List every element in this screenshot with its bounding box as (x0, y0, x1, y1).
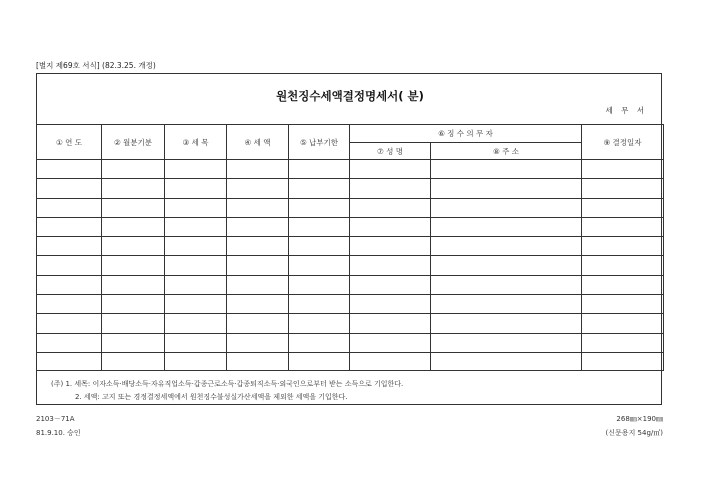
table-cell (227, 256, 289, 275)
table-cell (37, 352, 102, 370)
table-cell (289, 333, 350, 352)
approval-date: 81.9.10. 승인 (36, 429, 81, 437)
table-cell (37, 256, 102, 275)
table-cell (227, 237, 289, 256)
table-cell (582, 179, 664, 198)
table-cell (37, 237, 102, 256)
table-row (37, 237, 664, 256)
table-cell (350, 314, 431, 333)
table-cell (165, 295, 227, 314)
table-cell (582, 314, 664, 333)
table-cell (289, 256, 350, 275)
table-cell (165, 179, 227, 198)
table-cell (431, 198, 582, 217)
table-cell (227, 314, 289, 333)
header-year: ① 연 도 (37, 125, 102, 160)
table-cell (227, 295, 289, 314)
table-cell (37, 275, 102, 294)
table-cell (431, 217, 582, 236)
table-row (37, 198, 664, 217)
table-row (37, 256, 664, 275)
table-cell (431, 314, 582, 333)
table-cell (289, 217, 350, 236)
table-cell (102, 198, 165, 217)
table-row (37, 314, 664, 333)
table-cell (165, 217, 227, 236)
table-cell (37, 160, 102, 179)
table-cell (227, 198, 289, 217)
table-row (37, 217, 664, 236)
table-cell (582, 333, 664, 352)
table-cell (350, 352, 431, 370)
form-label: [별지 제69호 서식] (82.3.25. 개정) (36, 61, 156, 70)
table-cell (350, 295, 431, 314)
table-cell (165, 160, 227, 179)
table-cell (289, 275, 350, 294)
table-cell (102, 237, 165, 256)
table-cell (165, 275, 227, 294)
header-due-date: ⑤ 납부기한 (289, 125, 350, 160)
table-cell (582, 256, 664, 275)
table-cell (582, 352, 664, 370)
table-cell (431, 295, 582, 314)
form-title: 원천징수세액결정명세서( 분) (276, 89, 424, 103)
table-cell (289, 160, 350, 179)
table-cell (165, 256, 227, 275)
table-cell (227, 275, 289, 294)
table-cell (37, 314, 102, 333)
table-cell (102, 275, 165, 294)
table-row (37, 295, 664, 314)
table-cell (102, 314, 165, 333)
table-cell (37, 198, 102, 217)
table-cell (102, 256, 165, 275)
header-decision-date: ⑨ 결정일자 (582, 125, 664, 160)
table-cell (165, 198, 227, 217)
table-cell (165, 314, 227, 333)
table-cell (37, 179, 102, 198)
table-cell (37, 217, 102, 236)
table-cell (582, 295, 664, 314)
header-address: ⑧ 주 소 (431, 143, 582, 160)
table-cell (431, 275, 582, 294)
note-tax-item: (주) 1. 세목: 이자소득·배당소득·자유직업소득·갑종근로소득·갑종퇴직소득·외국인으로부터 받는 소득으로 기입한다. (51, 380, 404, 388)
table-cell (431, 179, 582, 198)
table-cell (350, 256, 431, 275)
table-cell (289, 237, 350, 256)
table-cell (350, 333, 431, 352)
table-row (37, 179, 664, 198)
table-row (37, 352, 664, 370)
table-cell (350, 237, 431, 256)
table-cell (350, 160, 431, 179)
table-cell (289, 198, 350, 217)
table-cell (227, 352, 289, 370)
table-cell (582, 198, 664, 217)
table-cell (431, 160, 582, 179)
form-code: 2103－71A (36, 415, 75, 423)
table-cell (582, 160, 664, 179)
table-cell (582, 237, 664, 256)
note-tax-amount: 2. 세액: 고지 또는 경정결정세액에서 원천징수불성실가산세액을 제외한 세액을 기입한다. (75, 393, 348, 401)
notes (51, 378, 403, 404)
table-cell (102, 160, 165, 179)
table-cell (227, 217, 289, 236)
table-cell (350, 217, 431, 236)
table-row (37, 275, 664, 294)
table-cell (350, 275, 431, 294)
table-cell (37, 295, 102, 314)
table-cell (102, 179, 165, 198)
table-row (37, 160, 664, 179)
header-month: ② 월분기분 (102, 125, 165, 160)
table-cell (582, 217, 664, 236)
table-cell (165, 352, 227, 370)
table-cell (227, 179, 289, 198)
header-name: ⑦ 성 명 (350, 143, 431, 160)
table-cell (350, 198, 431, 217)
table-cell (289, 314, 350, 333)
table-cell (431, 333, 582, 352)
table-cell (289, 179, 350, 198)
table-cell (582, 275, 664, 294)
table-cell (431, 352, 582, 370)
paper-size: 268㎜×190㎜ (616, 415, 663, 423)
table-cell (102, 217, 165, 236)
table-row (37, 333, 664, 352)
table-cell (289, 352, 350, 370)
table-cell (165, 333, 227, 352)
header-amount: ④ 세 액 (227, 125, 289, 160)
form-frame (36, 73, 662, 405)
table-cell (289, 295, 350, 314)
table-cell (102, 333, 165, 352)
table-cell (431, 237, 582, 256)
withholding-table (36, 124, 664, 371)
table-cell (350, 179, 431, 198)
table-cell (431, 256, 582, 275)
table-cell (227, 160, 289, 179)
paper-type: (신문용지 54g/㎡) (605, 429, 663, 437)
table-cell (102, 352, 165, 370)
table-cell (102, 295, 165, 314)
header-withholder: ⑥ 징 수 의 무 자 (350, 125, 582, 143)
table-cell (165, 237, 227, 256)
table-cell (37, 333, 102, 352)
header-tax-item: ③ 세 목 (165, 125, 227, 160)
tax-office-label: 세 무 서 (605, 106, 647, 115)
table-cell (227, 333, 289, 352)
